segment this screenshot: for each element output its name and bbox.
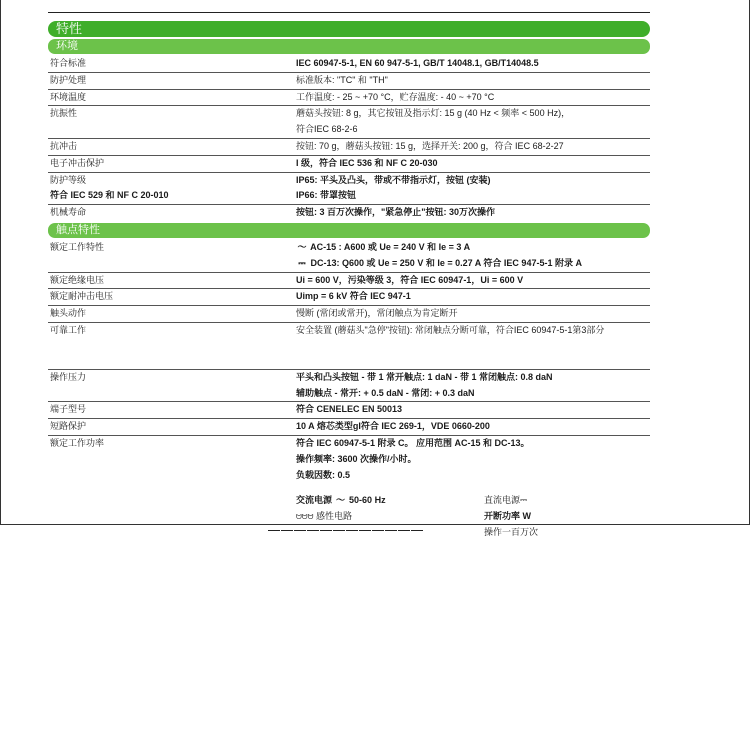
spec-value: 蘑菇头按钮: 8 g，其它按钮及指示灯: 15 g (40 Hz < 频率 < 500 Hz)，: [296, 108, 571, 119]
spec-label: 操作压力: [50, 371, 87, 382]
operations-label: 操作一百万次: [484, 527, 539, 538]
spec-value: 标准版本: "TC" 和 "TH": [296, 74, 388, 85]
top-rule: [48, 0, 650, 13]
spec-row: [48, 73, 650, 90]
spec-label: 抗冲击: [50, 140, 78, 151]
dc-symbol-icon: ⎓: [298, 257, 306, 268]
spec-label: 短路保护: [50, 421, 87, 432]
spec-row: [48, 106, 650, 139]
section-heading-environment: 环境: [48, 39, 650, 54]
ac-power-label: 交流电源: [296, 495, 333, 506]
spec-label: 端子型号: [50, 404, 87, 415]
spec-row: [48, 240, 650, 273]
spec-row: [48, 436, 650, 483]
spec-label: 可靠工作: [50, 324, 87, 335]
spec-value: 辅助触点 - 常开: + 0.5 daN - 常闭: + 0.3 daN: [296, 387, 475, 398]
spec-label: 触头动作: [50, 308, 87, 319]
spec-value: I 级，符合 IEC 536 和 NF C 20-030: [296, 157, 438, 168]
spec-label: 符合标准: [50, 58, 87, 68]
inductive-circuit-label: 感性电路: [315, 511, 352, 522]
table-edge-fragment: [268, 522, 438, 528]
ac-symbol-icon: ～: [297, 241, 307, 252]
spec-row: [48, 139, 650, 156]
spec-row: [48, 419, 650, 436]
spec-label: 防护处理: [50, 74, 87, 85]
spec-row: [48, 173, 650, 206]
breaking-power-label: 开断功率 W: [484, 511, 531, 522]
spec-row: [48, 306, 650, 323]
spec-row: [48, 156, 650, 173]
spec-label: 防护等级: [50, 174, 87, 185]
spec-label: 额定工作功率: [50, 437, 105, 448]
spec-label: 电子冲击保护: [50, 157, 105, 168]
spec-label-secondary: 符合 IEC 529 和 NF C 20-010: [50, 190, 169, 201]
ac-frequency: 50-60 Hz: [349, 495, 386, 506]
spec-value: 操作频率: 3600 次操作/小时。: [296, 453, 417, 464]
spec-row: [48, 205, 650, 221]
spec-value: 慢断 (常闭或常开)，常闭触点为肯定断开: [296, 308, 458, 319]
spec-label: 额定绝缘电压: [50, 274, 105, 285]
dc-power-label: 直流电源⎓: [484, 495, 528, 506]
spec-value: 按钮: 3 百万次操作，"紧急停止"按钮: 30万次操作: [296, 207, 496, 218]
ac-symbol-icon: ～: [336, 495, 346, 506]
spec-value: Ui = 600 V，污染等级 3，符合 IEC 60947-1，Ui = 600 V: [296, 274, 524, 285]
spec-value: IP66: 带罩按钮: [296, 190, 357, 201]
spec-value: 符合 CENELEC EN 50013: [296, 404, 403, 415]
spec-value: 符合IEC 68-2-6: [296, 124, 358, 135]
spacer: [296, 339, 650, 369]
spec-label: 抗振性: [50, 108, 78, 119]
spec-value: IP65: 平头及凸头，带或不带指示灯，按钮 (安装): [296, 174, 491, 185]
spec-label: 额定工作特性: [50, 241, 105, 252]
spec-value: 工作温度: - 25 ~ +70 °C，贮存温度: - 40 ~ +70 °C: [296, 91, 495, 102]
spec-row: [48, 323, 650, 370]
page-title: 特性: [48, 21, 650, 37]
inductive-coil-icon: ᗢᗢᗢ: [296, 514, 314, 522]
spec-row: [48, 56, 650, 73]
spec-value: 平头和凸头按钮 - 带 1 常开触点: 1 daN - 带 1 常闭触点: 0.8 daN: [296, 371, 553, 382]
spec-value: 安全装置 (蘑菇头"急停"按钮): 常闭触点分断可靠，符合IEC 60947-5-1第3部分: [296, 324, 605, 335]
spec-value: DC-13: Q600 或 Ue = 250 V 和 Ie = 0.27 A 符合 IEC 947-5-1 附录 A: [310, 257, 582, 268]
spec-label: 额定耐冲击电压: [50, 291, 114, 302]
spec-row: [48, 402, 650, 419]
datasheet: [48, 0, 650, 563]
spec-value: 按钮: 70 g，蘑菇头按钮: 15 g，选择开关: 200 g，符合 IEC 68-2-27: [296, 140, 564, 151]
spec-value: 符合 IEC 60947-5-1 附录 C。 应用范围 AC-15 和 DC-13。: [296, 437, 530, 448]
spec-label: 机械寿命: [50, 207, 87, 218]
spec-row: [48, 370, 650, 403]
spec-label: 环境温度: [50, 91, 87, 102]
spec-value: 负载因数: 0.5: [296, 469, 351, 480]
section-heading-contact-characteristics: 触点特性: [48, 223, 650, 238]
spec-row: [48, 90, 650, 107]
spec-value: AC-15 : A600 或 Ue = 240 V 和 Ie = 3 A: [310, 241, 471, 252]
spec-value: IEC 60947-5-1, EN 60 947-5-1, GB/T 14048.1, GB/T14048.5: [296, 58, 539, 68]
spec-value: Uimp = 6 kV 符合 IEC 947-1: [296, 291, 411, 302]
spec-row: [48, 273, 650, 290]
spec-row: [48, 289, 650, 306]
spec-value: 10 A 熔芯类型gI符合 IEC 269-1，VDE 0660-200: [296, 421, 490, 432]
